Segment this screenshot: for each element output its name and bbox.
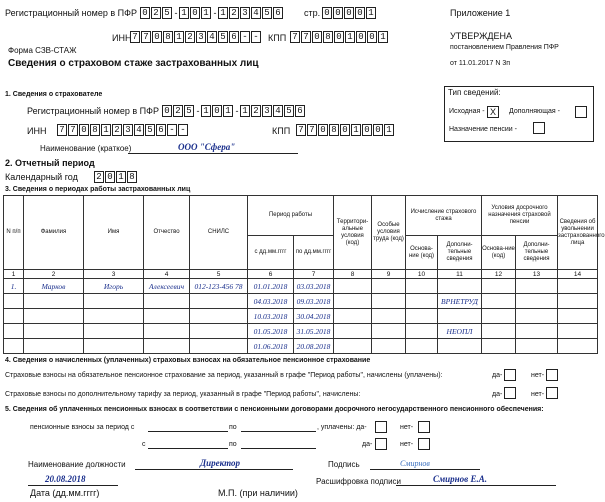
header-inn-cell: 0: [152, 31, 162, 43]
appendix-label: Приложение 1: [450, 8, 511, 18]
header-reg-label: Регистрационный номер в ПФР: [5, 8, 137, 18]
pension-checkbox[interactable]: [533, 122, 545, 134]
calc-basis-cell: [406, 279, 438, 294]
page-label: стр.: [304, 8, 321, 18]
period-to: 31.05.2018: [294, 324, 334, 339]
header-reg-cell: 1: [179, 7, 189, 19]
empty-cell: [84, 339, 144, 354]
dismissal-cell: [558, 294, 598, 309]
empty-cell: [190, 324, 248, 339]
empty-cell: [24, 309, 84, 324]
calc-basis-cell: [406, 339, 438, 354]
header-reg-cell: 6: [273, 7, 283, 19]
table-row: [4, 324, 598, 339]
calc-basis-cell: [406, 324, 438, 339]
s1-inn-cell: 1: [101, 124, 111, 136]
period-to: 30.04.2018: [294, 309, 334, 324]
early-extra-cell: [516, 324, 558, 339]
year-digits: [94, 171, 138, 183]
s1-kpp-cell: 1: [351, 124, 361, 136]
initial-checkbox[interactable]: X: [487, 106, 499, 118]
s1-inn-cell: -: [167, 124, 177, 136]
header-reg-cell: 2: [151, 7, 161, 19]
empty-cell: [144, 309, 190, 324]
stamp-label: М.П. (при наличии): [218, 488, 298, 498]
column-number: 5: [190, 270, 248, 279]
col-patronymic: Отчество: [144, 196, 190, 270]
header-kpp-cell: 0: [367, 31, 377, 43]
period-from: 04.03.2018: [248, 294, 294, 309]
year-cell: 1: [116, 171, 126, 183]
col-dismissal: Сведения об увольнении застрахованного лица: [558, 196, 598, 270]
periods-table: [3, 195, 605, 354]
dismissal-cell: [558, 309, 598, 324]
header-kpp-cell: 0: [312, 31, 322, 43]
s5-no2-label: нет-: [400, 441, 414, 448]
column-number: 14: [558, 270, 598, 279]
s5-yes2-label: да-: [362, 441, 373, 448]
header-kpp-cell: 0: [356, 31, 366, 43]
info-type-label: Тип сведений:: [448, 88, 501, 97]
header-kpp-cell: 7: [301, 31, 311, 43]
empty-cell: [4, 339, 24, 354]
column-number: 9: [372, 270, 406, 279]
position-label: Наименование должности: [28, 460, 126, 469]
territorial-cell: [334, 279, 372, 294]
s5-to2-label: по: [229, 441, 237, 448]
s4-no1-checkbox[interactable]: [546, 369, 558, 381]
empty-cell: [190, 309, 248, 324]
year-cell: 0: [105, 171, 115, 183]
early-extra-cell: [516, 339, 558, 354]
col-calc-extra: Дополни-тельные сведения: [438, 236, 482, 270]
header-inn: [130, 31, 262, 43]
early-extra-cell: [516, 309, 558, 324]
column-number: 10: [406, 270, 438, 279]
table-row: [4, 339, 598, 354]
s4-line2: Страховые взносы по дополнительному тарифу за период, указанный в графе "Период работы", начислены:: [5, 391, 361, 398]
header-reg-cell: 5: [162, 7, 172, 19]
col-name: Имя: [84, 196, 144, 270]
column-number: 7: [294, 270, 334, 279]
col-calc-basis: Основа-ние (код): [406, 236, 438, 270]
header-kpp-cell: 1: [378, 31, 388, 43]
s1-kpp-cell: 7: [296, 124, 306, 136]
col-num: N п/п: [4, 196, 24, 270]
year-label: Календарный год: [5, 172, 78, 182]
calc-extra-cell: [438, 309, 482, 324]
col-period: Период работы: [248, 196, 334, 236]
s1-reg-cell: 5: [184, 105, 194, 117]
header-reg-cell: 1: [218, 7, 228, 19]
s1-reg-cell: -: [235, 106, 239, 116]
position-value: Директор: [200, 458, 240, 468]
header-inn-cell: -: [240, 31, 250, 43]
page-number-cell: 0: [355, 7, 365, 19]
page-title: Сведения о страховом стаже застрахованных лиц: [8, 58, 259, 69]
header-inn-cell: 5: [218, 31, 228, 43]
table-row: [4, 294, 598, 309]
period-from: 01.05.2018: [248, 324, 294, 339]
empty-cell: [84, 309, 144, 324]
person-surname: Марков: [24, 279, 84, 294]
header-inn-label: ИНН: [112, 33, 132, 43]
s4-yes1-checkbox[interactable]: [504, 369, 516, 381]
page-number-cell: 0: [333, 7, 343, 19]
col-territorial: Территори-альные условия (код): [334, 196, 372, 270]
empty-cell: [24, 324, 84, 339]
column-number: 1: [4, 270, 24, 279]
year-cell: 8: [127, 171, 137, 183]
column-number: 8: [334, 270, 372, 279]
s1-inn-cell: -: [178, 124, 188, 136]
s1-reg-cell: 1: [240, 105, 250, 117]
s1-kpp-cell: 0: [318, 124, 328, 136]
person-num: 1.: [4, 279, 24, 294]
pension-label: Назначение пенсии -: [449, 126, 517, 133]
s5-yes1-checkbox[interactable]: [375, 421, 387, 433]
table-row: [4, 279, 598, 294]
s1-kpp-cell: 0: [373, 124, 383, 136]
calc-basis-cell: [406, 309, 438, 324]
s5-paid-label: , уплачены: да-: [317, 424, 367, 431]
calc-extra-cell: [438, 279, 482, 294]
s1-kpp-label: КПП: [272, 126, 291, 136]
empty-cell: [190, 339, 248, 354]
s1-inn-cell: 4: [134, 124, 144, 136]
year-cell: 2: [94, 171, 104, 183]
s5-line1-label: пенсионные взносы за период с: [30, 424, 135, 431]
empty-cell: [84, 294, 144, 309]
s1-reg-cell: 6: [295, 105, 305, 117]
s1-reg-cell: -: [196, 106, 200, 116]
calc-extra-cell: [438, 339, 482, 354]
special-cell: [372, 339, 406, 354]
empty-cell: [4, 294, 24, 309]
signature-value: Смирнов: [400, 459, 430, 468]
signature-label: Подпись: [328, 460, 360, 469]
period-to: 09.03.2018: [294, 294, 334, 309]
col-early-basis: Основа-ние (код): [482, 236, 516, 270]
empty-cell: [24, 294, 84, 309]
s5-yes2-checkbox[interactable]: [375, 438, 387, 450]
date-label: Дата (дд.мм.гггг): [30, 488, 100, 498]
table-row: [4, 309, 598, 324]
col-special: Особые условия труда (код): [372, 196, 406, 270]
additional-label: Дополняющая -: [509, 108, 560, 115]
s1-reg-label: Регистрационный номер в ПФР: [27, 106, 159, 116]
header-reg-cell: 2: [229, 7, 239, 19]
person-snils: 012-123-456 78: [190, 279, 248, 294]
header-inn-cell: 6: [229, 31, 239, 43]
early-extra-cell: [516, 279, 558, 294]
header-inn-cell: 8: [163, 31, 173, 43]
approved-label: УТВЕРЖДЕНА: [450, 31, 513, 41]
calc-extra-cell: НЕОПЛ: [438, 324, 482, 339]
s1-inn-cell: 2: [112, 124, 122, 136]
decode-label: Расшифровка подписи: [316, 477, 402, 486]
early-basis-cell: [482, 279, 516, 294]
header-inn-cell: 2: [185, 31, 195, 43]
section1-heading: 1. Сведения о страхователе: [5, 91, 103, 98]
s1-reg-cell: 2: [173, 105, 183, 117]
header-reg-cell: 1: [201, 7, 211, 19]
territorial-cell: [334, 339, 372, 354]
special-cell: [372, 309, 406, 324]
s1-inn-cell: 7: [68, 124, 78, 136]
dismissal-cell: [558, 279, 598, 294]
special-cell: [372, 294, 406, 309]
s1-kpp-cell: 7: [307, 124, 317, 136]
col-surname: Фамилия: [24, 196, 84, 270]
s1-kpp-cell: 0: [340, 124, 350, 136]
early-basis-cell: [482, 294, 516, 309]
period-from: 01.01.2018: [248, 279, 294, 294]
page-number-cell: 0: [344, 7, 354, 19]
s4-no2-label: нет-: [531, 391, 545, 398]
s1-inn-cell: 5: [145, 124, 155, 136]
date-value: 20.08.2018: [45, 474, 86, 484]
header-inn-cell: 3: [196, 31, 206, 43]
header-reg-cell: 0: [140, 7, 150, 19]
column-number: 13: [516, 270, 558, 279]
column-number: 3: [84, 270, 144, 279]
territorial-cell: [334, 294, 372, 309]
section3-heading: 3. Сведения о периодах работы застрахованных лиц: [5, 186, 191, 193]
person-patronymic: Алексеевич: [144, 279, 190, 294]
header-kpp: [290, 31, 389, 43]
header-inn-cell: 7: [130, 31, 140, 43]
s1-inn-label: ИНН: [27, 126, 47, 136]
form-name: Форма СЗВ-СТАЖ: [8, 46, 77, 55]
header-kpp-cell: 1: [345, 31, 355, 43]
header-kpp-cell: 8: [323, 31, 333, 43]
dismissal-cell: [558, 324, 598, 339]
header-reg-cell: 4: [251, 7, 261, 19]
early-extra-cell: [516, 294, 558, 309]
approved-by: постановлением Правления ПФР: [450, 44, 559, 51]
empty-cell: [144, 339, 190, 354]
s4-yes1-label: да-: [492, 372, 503, 379]
s4-yes2-label: да-: [492, 391, 503, 398]
header-reg-cell: 3: [240, 7, 250, 19]
s1-inn-cell: 6: [156, 124, 166, 136]
s4-no1-label: нет-: [531, 372, 545, 379]
s1-name-label: Наименование (краткое): [40, 144, 132, 153]
s1-reg-cell: 3: [262, 105, 272, 117]
empty-cell: [144, 324, 190, 339]
s1-inn-cell: 3: [123, 124, 133, 136]
col-early: Условия досрочного назначения страховой пенсии: [482, 196, 558, 236]
empty-cell: [24, 339, 84, 354]
header-reg-cell: 5: [262, 7, 272, 19]
period-to: 03.03.2018: [294, 279, 334, 294]
territorial-cell: [334, 309, 372, 324]
s1-kpp-cell: 8: [329, 124, 339, 136]
calc-extra-cell: ВРНЕТРУД: [438, 294, 482, 309]
special-cell: [372, 279, 406, 294]
period-from: 01.06.2018: [248, 339, 294, 354]
section5-heading: 5. Сведения об уплаченных пенсионных взносах в соответствии с пенсионными договорами досрочного негосударственного пенсионного обеспечения:: [5, 406, 544, 413]
column-number: 4: [144, 270, 190, 279]
period-to: 20.08.2018: [294, 339, 334, 354]
s1-kpp-cell: 1: [384, 124, 394, 136]
page-number: [322, 7, 377, 19]
s1-inn-cell: 8: [90, 124, 100, 136]
page-number-cell: 0: [322, 7, 332, 19]
header-inn-cell: 4: [207, 31, 217, 43]
early-basis-cell: [482, 339, 516, 354]
header-reg-cell: -: [174, 8, 178, 18]
s5-no1-label: нет-: [400, 424, 414, 431]
special-cell: [372, 324, 406, 339]
column-number: 12: [482, 270, 516, 279]
company-name: ООО "Сфера": [178, 142, 236, 152]
column-number: 11: [438, 270, 482, 279]
s1-reg-cell: 0: [212, 105, 222, 117]
empty-cell: [144, 294, 190, 309]
column-number: 2: [24, 270, 84, 279]
calc-basis-cell: [406, 294, 438, 309]
header-kpp-cell: 7: [290, 31, 300, 43]
s1-reg-cell: 1: [223, 105, 233, 117]
col-to: по дд.мм.гггг: [294, 236, 334, 270]
header-reg-number: [140, 7, 284, 19]
s1-kpp: [296, 124, 395, 136]
empty-cell: [84, 324, 144, 339]
s1-reg-cell: 2: [251, 105, 261, 117]
s1-reg-cell: 5: [284, 105, 294, 117]
col-from: с дд.мм.гггг: [248, 236, 294, 270]
header-inn-cell: 7: [141, 31, 151, 43]
s5-from2-label: с: [142, 441, 146, 448]
early-basis-cell: [482, 324, 516, 339]
approved-date: от 11.01.2017 N 3п: [450, 60, 511, 67]
empty-cell: [4, 324, 24, 339]
empty-cell: [190, 294, 248, 309]
s1-inn: [57, 124, 189, 136]
s1-inn-cell: 0: [79, 124, 89, 136]
s1-reg-cell: 4: [273, 105, 283, 117]
header-inn-cell: -: [251, 31, 261, 43]
col-snils: СНИЛС: [190, 196, 248, 270]
territorial-cell: [334, 324, 372, 339]
initial-label: Исходная -: [449, 108, 485, 115]
period-from: 10.03.2018: [248, 309, 294, 324]
additional-checkbox[interactable]: [575, 106, 587, 118]
early-basis-cell: [482, 309, 516, 324]
header-kpp-cell: 0: [334, 31, 344, 43]
section4-heading: 4. Сведения о начисленных (уплаченных) страховых взносах на обязательное пенсионное страхование: [5, 357, 371, 364]
decode-value: Смирнов Е.А.: [433, 474, 487, 484]
header-reg-cell: -: [213, 8, 217, 18]
s1-reg-number: [162, 105, 306, 117]
s1-reg-cell: 1: [201, 105, 211, 117]
empty-cell: [4, 309, 24, 324]
s4-no2-checkbox[interactable]: [546, 387, 558, 399]
s1-reg-cell: 0: [162, 105, 172, 117]
column-number: 6: [248, 270, 294, 279]
s1-inn-cell: 7: [57, 124, 67, 136]
dismissal-cell: [558, 339, 598, 354]
page-number-cell: 1: [366, 7, 376, 19]
col-calc: Исчисление страхового стажа: [406, 196, 482, 236]
s5-no1-checkbox[interactable]: [418, 421, 430, 433]
header-reg-cell: 0: [190, 7, 200, 19]
column-numbers-row: [4, 270, 598, 279]
s4-line1: Страховые взносы на обязательное пенсионное страхование за период, указанный в графе "Период работы", начислены (уплачены):: [5, 372, 443, 379]
s4-yes2-checkbox[interactable]: [504, 387, 516, 399]
s5-to1-label: по: [229, 424, 237, 431]
section2-heading: 2. Отчетный период: [5, 158, 95, 168]
header-kpp-label: КПП: [268, 33, 287, 43]
header-inn-cell: 1: [174, 31, 184, 43]
person-name: Игорь: [84, 279, 144, 294]
s5-no2-checkbox[interactable]: [418, 438, 430, 450]
s1-kpp-cell: 0: [362, 124, 372, 136]
col-early-extra: Дополни-тельные сведения: [516, 236, 558, 270]
